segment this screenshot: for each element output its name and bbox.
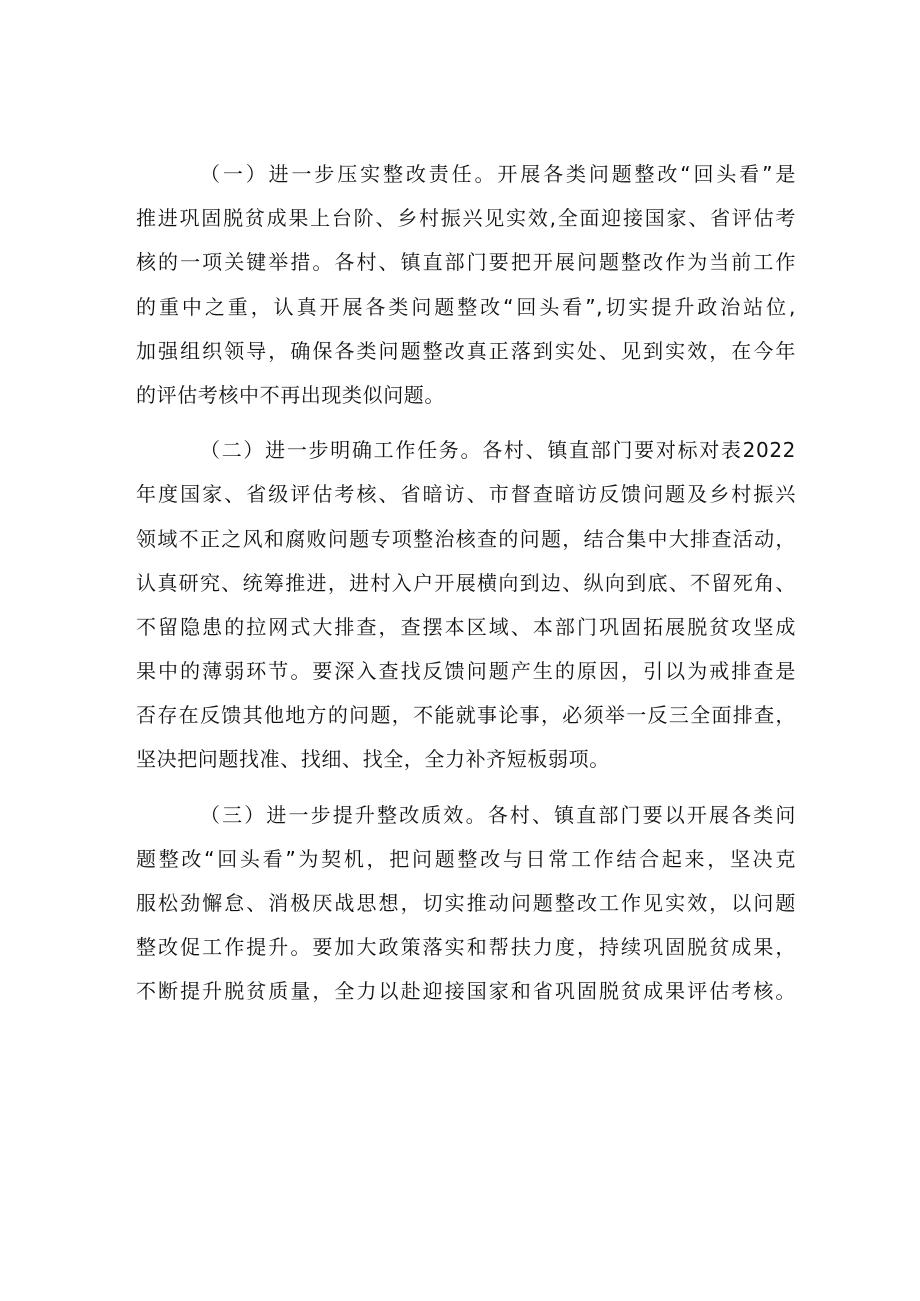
paragraph-1 [136, 152, 796, 417]
paragraph-2 [136, 428, 796, 782]
paragraph-line: 加强组织领导，确保各类问题整改真正落到实处、见到实效，在今年 [136, 338, 796, 363]
paragraph-line: 的重中之重，认真开展各类问题整改“回头看”,切实提升政治站位, [136, 294, 796, 319]
paragraph-line: 核的一项关键举措。各村、镇直部门要把开展问题整改作为当前工作 [136, 250, 796, 275]
paragraph-line: 推进巩固脱贫成果上台阶、乡村振兴见实效,全面迎接国家、省评估考 [136, 206, 796, 231]
paragraph-line: 否存在反馈其他地方的问题，不能就事论事，必须举一反三全面排查， [136, 703, 796, 728]
paragraph-line: （二）进一步明确工作任务。各村、镇直部门要对标对表2022 [200, 438, 796, 463]
paragraph-line: 坚决把问题找准、找细、找全，全力补齐短板弱项。 [136, 747, 610, 772]
paragraph-3 [136, 793, 796, 1014]
paragraph-gap [136, 417, 796, 428]
paragraph-line: 服松劲懈怠、消极厌战思想，切实推动问题整改工作见实效，以问题 [136, 891, 796, 915]
paragraph-line: 的评估考核中不再出现类似问题。 [136, 382, 445, 407]
paragraph-line: 整改促工作提升。要加大政策落实和帮扶力度，持续巩固脱贫成果， [136, 935, 796, 960]
paragraph-line: 题整改“回头看”为契机，把问题整改与日常工作结合起来，坚决克 [136, 846, 796, 871]
paragraph-line: 不留隐患的拉网式大排查，查摆本区域、本部门巩固拓展脱贫攻坚成 [136, 614, 796, 639]
paragraph-line: （一）进一步压实整改责任。开展各类问题整改“回头看”是 [200, 162, 796, 186]
document-body [136, 152, 796, 1014]
paragraph-line: 果中的薄弱环节。要深入查找反馈问题产生的原因，引以为戒排查是 [136, 659, 796, 684]
paragraph-line: 认真研究、统筹推进，进村入户开展横向到边、纵向到底、不留死角、 [136, 570, 796, 595]
paragraph-line: 不断提升脱贫质量，全力以赴迎接国家和省巩固脱贫成果评估考核。 [136, 979, 796, 1004]
paragraph-gap [136, 782, 796, 793]
paragraph-line: （三）进一步提升整改质效。各村、镇直部门要以开展各类问 [200, 802, 796, 827]
paragraph-line: 领域不正之风和腐败问题专项整治核查的问题，结合集中大排查活动， [136, 526, 796, 551]
paragraph-line: 年度国家、省级评估考核、省暗访、市督查暗访反馈问题及乡村振兴 [136, 482, 796, 507]
